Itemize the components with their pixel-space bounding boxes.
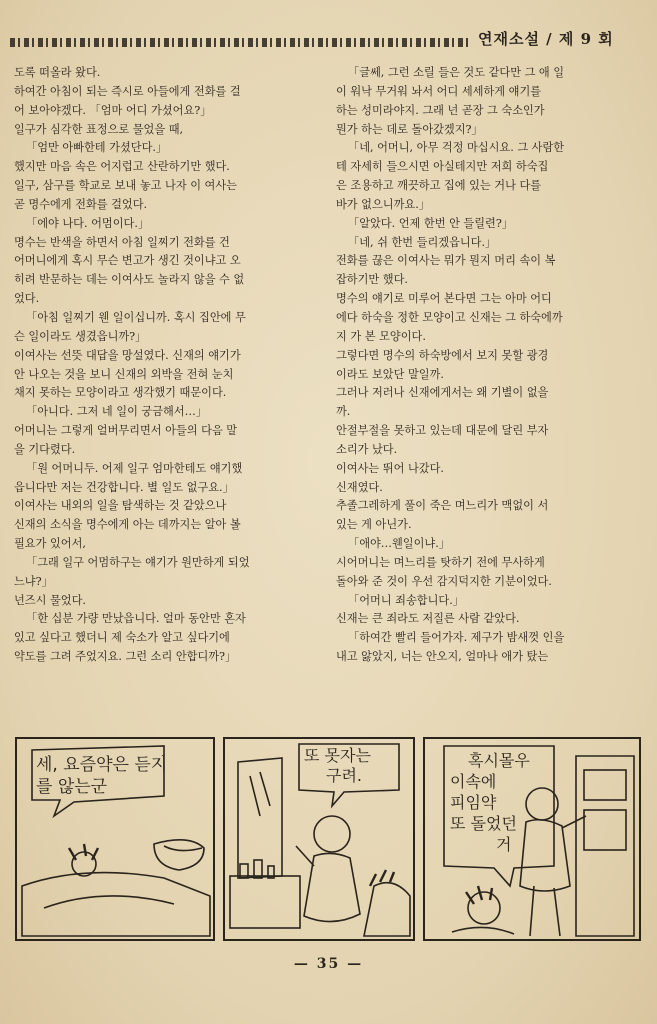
text-line: 「알았다. 언제 한번 안 들릴련?」	[348, 216, 514, 230]
text-line: 약도를 그려 주었지요. 그런 소리 안합디까?」	[14, 650, 237, 664]
text-line: 은 조용하고 깨끗하고 집에 있는 거나 다를	[336, 179, 542, 193]
text-line: 「애야…웬일이냐.」	[348, 537, 450, 551]
text-line: 「글쎄, 그런 소릴 들은 것도 같다만 그 애 일	[348, 66, 565, 79]
text-line: 「원 어머니두. 어제 일구 엄마한테도 얘기했	[26, 461, 243, 475]
text-line: 돌아와 준 것이 우선 감지덕지한 기분이었다.	[336, 574, 552, 588]
panel-1-speech-line: 세, 요즘약은 듣지	[36, 755, 168, 775]
panel-1-speech-line: 를 않는군	[36, 777, 108, 797]
header-decorative-rule	[10, 38, 472, 47]
text-line: 어머니는 그렇게 얼버무리면서 아들의 다음 말	[14, 424, 238, 438]
text-line: 뭔가 하는 데로 돌아갔겠지?」	[336, 122, 483, 136]
text-line: 이라도 보았단 말일까.	[336, 367, 444, 381]
text-line: 까.	[336, 405, 351, 419]
text-line: 었다.	[14, 292, 40, 306]
text-line: 하는 성미라야지. 그래 넌 곧장 그 숙소인가	[336, 103, 545, 117]
text-line: 「아침 일찌기 웬 일이십니까. 혹시 집안에 무	[26, 310, 246, 324]
text-line: 「어머니 죄송합니다.」	[348, 593, 464, 607]
text-line: 하여간 아침이 되는 즉시로 아들에게 전화를 걸	[14, 84, 241, 98]
panel-3-speech-line: 거	[496, 835, 512, 854]
text-line: 일구가 심각한 표정으로 물었을 때,	[14, 122, 184, 136]
text-line: 이여사는 선뜻 대답을 망설였다. 신재의 얘기가	[14, 348, 241, 362]
text-line: 「네, 쉬 한번 들리겠읍니다.」	[348, 235, 497, 249]
text-line: 안절부절을 못하고 있는데 대문에 달린 부자	[336, 424, 549, 438]
text-line: 이여사는 내외의 일을 탐색하는 것 같았으나	[14, 499, 227, 513]
text-line: 느냐?」	[14, 574, 53, 588]
text-line: 「아니다. 그저 네 일이 궁금해서…」	[26, 405, 208, 419]
text-line: 도록 떠올라 왔다.	[14, 66, 101, 79]
text-line: 그렇다면 명수의 하숙방에서 보지 못할 광경	[336, 348, 549, 362]
text-line: 신재는 큰 죄라도 저질른 사람 같았다.	[336, 612, 520, 626]
comic-strip	[14, 736, 642, 942]
panel-2-speech-line: 또 못자는	[304, 746, 371, 765]
text-line: 명수는 반색을 하면서 아침 일찌기 전화를 건	[14, 235, 230, 249]
text-line: 잡하기만 했다.	[336, 273, 408, 287]
panel-3-speech-line: 피임약	[450, 793, 497, 812]
text-line: 어 보아야겠다. 「엄마 어디 가셨어요?」	[14, 103, 212, 117]
right-text-column	[336, 64, 642, 667]
text-line: 신재의 소식을 명수에게 아는 데까지는 알아 볼	[14, 518, 241, 532]
text-line: 지 가 본 모양이다.	[336, 329, 426, 343]
text-line: 채지 못하는 모양이라고 생각했기 때문이다.	[14, 386, 227, 400]
text-line: 했지만 마음 속은 어지럽고 산란하기만 했다.	[14, 160, 230, 174]
text-line: 「그래 일구 어멈하구는 얘기가 원만하게 되었	[26, 555, 250, 569]
panel-3-speech-line: 또 돌었던	[450, 814, 517, 833]
text-line: 곧 명수에게 전화를 걸었다.	[14, 197, 148, 211]
text-line: 전화를 끊은 이여사는 뭐가 뭔지 머리 속이 복	[336, 254, 556, 268]
text-line: 이여사는 뛰어 나갔다.	[336, 461, 444, 475]
text-line: 있는 게 아닌가.	[336, 518, 412, 532]
panel-2-speech	[304, 746, 371, 786]
text-line: 추졸그레하게 풀이 죽은 며느리가 맥없이 서	[336, 499, 549, 513]
serial-title: 연재소설 / 제 9 회	[478, 30, 614, 48]
text-line: 소리가 났다.	[336, 442, 398, 456]
text-line: 일구, 삼구를 학교로 보내 놓고 나자 이 여사는	[14, 179, 237, 193]
text-line: 「하여간 빨리 들어가자. 제구가 밤새껏 인을	[348, 631, 565, 645]
page-number: — 35 —	[293, 956, 364, 972]
text-line: 그러나 저러나 신재에게서는 왜 기별이 없을	[336, 386, 549, 400]
text-line: 이 워낙 무거워 놔서 어디 세세하게 얘기를	[336, 84, 542, 98]
text-line: 바가 없으니까요.」	[336, 197, 430, 211]
text-line: 「에야 나다. 어멈이다.」	[26, 216, 150, 230]
panel-3-speech-line: 이속에	[450, 772, 497, 791]
panel-2-speech-line: 구려.	[326, 766, 362, 785]
text-line: 슨 일이라도 생겼읍니까?」	[14, 329, 147, 343]
text-line: 안 나오는 것을 보니 신재의 외박을 전혀 눈치	[14, 367, 234, 381]
text-line: 시어머니는 며느리를 탓하기 전에 무사하게	[336, 555, 545, 569]
text-line: 테 자세히 들으시면 아실테지만 저희 하숙집	[336, 160, 549, 174]
text-line: 명수의 얘기로 미루어 본다면 그는 아마 어디	[336, 292, 552, 306]
text-line: 「한 십분 가량 만났읍니다. 얼마 동안만 혼자	[26, 612, 246, 626]
text-line: 히려 반문하는 데는 이여사도 놀라지 않을 수 없	[14, 273, 245, 287]
text-line: 신재였다.	[336, 480, 383, 494]
text-line: 있고 싶다고 했더니 제 숙소가 알고 싶다기에	[14, 631, 230, 645]
left-text-column	[14, 64, 320, 667]
text-line: 에다 하숙을 정한 모양이고 신재는 그 하숙에까	[336, 310, 563, 324]
text-line: 읍니다만 저는 건강합니다. 별 일도 없구요.」	[14, 480, 234, 494]
text-line: 어머니에게 혹시 무슨 변고가 생긴 것이냐고 오	[14, 254, 241, 268]
panel-3-speech	[450, 750, 530, 855]
text-line: 넌즈시 물었다.	[14, 593, 86, 607]
panel-3-speech-line: 혹시몰우	[468, 751, 530, 770]
text-line: 내고 앓았지, 너는 안오지, 얼마나 애가 탔는	[336, 650, 549, 664]
text-line: 「네, 어머니, 아무 걱정 마십시요. 그 사람한	[348, 141, 565, 155]
text-line: 「엄만 아빠한테 가셨단다.」	[26, 141, 168, 155]
text-line: 필요가 있어서,	[14, 537, 86, 551]
text-line: 을 기다렸다.	[14, 442, 76, 456]
panel-1-speech	[36, 754, 167, 798]
